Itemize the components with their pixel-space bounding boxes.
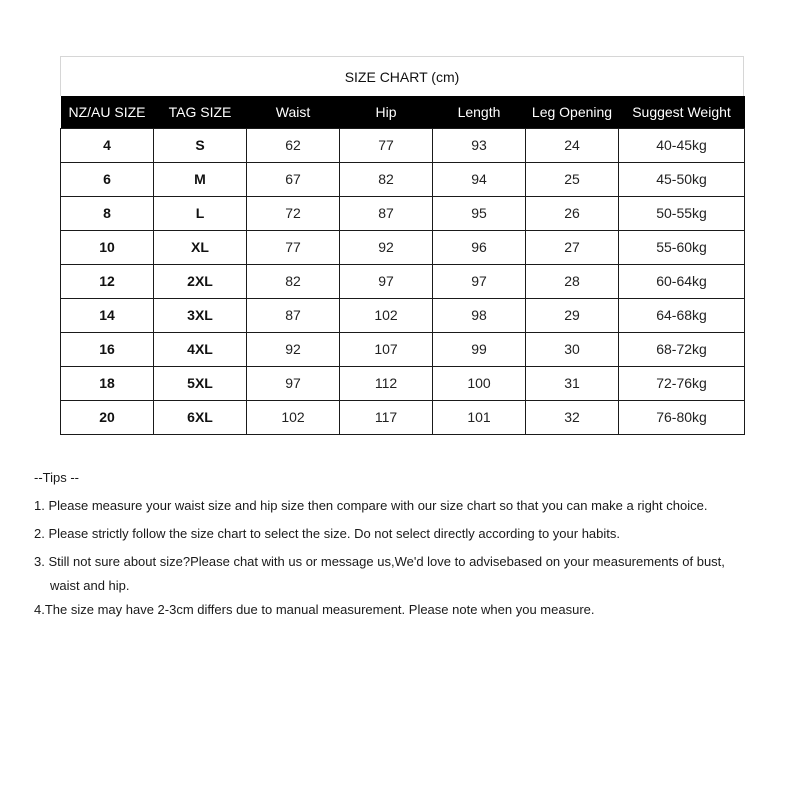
cell-length: 96	[433, 230, 526, 264]
cell-hip: 97	[340, 264, 433, 298]
header-tag-size: TAG SIZE	[168, 103, 232, 120]
cell-suggest-weight: 60-64kg	[619, 264, 745, 298]
tip-1: 1. Please measure your waist size and hip size then compare with our size chart so that you can make a right choice.	[34, 498, 708, 513]
cell-leg-opening: 24	[526, 128, 619, 162]
cell-nz-au-size: 4	[61, 128, 154, 162]
cell-hip: 107	[340, 332, 433, 366]
chart-title: SIZE CHART (cm)	[60, 56, 744, 96]
cell-nz-au-size: 6	[61, 162, 154, 196]
cell-leg-opening: 25	[526, 162, 619, 196]
cell-leg-opening: 32	[526, 400, 619, 434]
cell-length: 97	[433, 264, 526, 298]
cell-length: 93	[433, 128, 526, 162]
cell-suggest-weight: 64-68kg	[619, 298, 745, 332]
cell-leg-opening: 27	[526, 230, 619, 264]
cell-hip: 87	[340, 196, 433, 230]
cell-suggest-weight: 40-45kg	[619, 128, 745, 162]
cell-waist: 67	[247, 162, 340, 196]
cell-suggest-weight: 55-60kg	[619, 230, 745, 264]
table-header-row	[61, 96, 745, 128]
header-waist: Waist	[275, 103, 311, 120]
header-suggest-weight: Suggest Weight	[632, 103, 731, 120]
cell-leg-opening: 29	[526, 298, 619, 332]
table-row	[61, 332, 745, 366]
cell-leg-opening: 26	[526, 196, 619, 230]
cell-length: 101	[433, 400, 526, 434]
table-row	[61, 366, 745, 400]
cell-waist: 87	[247, 298, 340, 332]
cell-nz-au-size: 18	[61, 366, 154, 400]
cell-leg-opening: 30	[526, 332, 619, 366]
cell-tag-size: 4XL	[154, 332, 247, 366]
cell-waist: 97	[247, 366, 340, 400]
table-row	[61, 230, 745, 264]
cell-waist: 77	[247, 230, 340, 264]
tip-2: 2. Please strictly follow the size chart to select the size. Do not select directly according to your habits.	[34, 526, 620, 541]
cell-tag-size: 3XL	[154, 298, 247, 332]
header-hip: Hip	[375, 103, 397, 120]
cell-nz-au-size: 14	[61, 298, 154, 332]
cell-waist: 62	[247, 128, 340, 162]
cell-tag-size: XL	[154, 230, 247, 264]
cell-tag-size: 6XL	[154, 400, 247, 434]
cell-length: 98	[433, 298, 526, 332]
table-body	[61, 128, 745, 434]
cell-length: 95	[433, 196, 526, 230]
size-table	[60, 96, 745, 435]
cell-hip: 112	[340, 366, 433, 400]
table-row	[61, 400, 745, 434]
tips-header: --Tips --	[34, 470, 80, 485]
cell-hip: 77	[340, 128, 433, 162]
tip-4: 4.The size may have 2-3cm differs due to manual measurement. Please note when you measure.	[34, 602, 595, 617]
header-length: Length	[457, 103, 501, 120]
size-chart	[60, 56, 744, 435]
cell-nz-au-size: 10	[61, 230, 154, 264]
cell-waist: 92	[247, 332, 340, 366]
cell-hip: 92	[340, 230, 433, 264]
cell-nz-au-size: 16	[61, 332, 154, 366]
header-nz-au-size: NZ/AU SIZE	[68, 103, 146, 120]
cell-waist: 102	[247, 400, 340, 434]
tips-section	[34, 466, 794, 622]
cell-tag-size: L	[154, 196, 247, 230]
cell-nz-au-size: 12	[61, 264, 154, 298]
cell-length: 99	[433, 332, 526, 366]
cell-suggest-weight: 72-76kg	[619, 366, 745, 400]
cell-tag-size: S	[154, 128, 247, 162]
cell-length: 100	[433, 366, 526, 400]
cell-nz-au-size: 20	[61, 400, 154, 434]
cell-hip: 102	[340, 298, 433, 332]
tip-3-line-2: waist and hip.	[50, 578, 130, 593]
table-row	[61, 162, 745, 196]
cell-tag-size: 5XL	[154, 366, 247, 400]
cell-waist: 82	[247, 264, 340, 298]
header-leg-opening: Leg Opening	[531, 103, 613, 120]
cell-leg-opening: 31	[526, 366, 619, 400]
table-row	[61, 196, 745, 230]
cell-tag-size: M	[154, 162, 247, 196]
cell-length: 94	[433, 162, 526, 196]
cell-tag-size: 2XL	[154, 264, 247, 298]
cell-suggest-weight: 50-55kg	[619, 196, 745, 230]
cell-nz-au-size: 8	[61, 196, 154, 230]
tip-3-line-1: 3. Still not sure about size?Please chat with us or message us,We'd love to advisebased on your measurements of bust,	[34, 554, 725, 569]
cell-leg-opening: 28	[526, 264, 619, 298]
cell-suggest-weight: 45-50kg	[619, 162, 745, 196]
table-row	[61, 128, 745, 162]
table-row	[61, 264, 745, 298]
cell-hip: 82	[340, 162, 433, 196]
cell-hip: 117	[340, 400, 433, 434]
table-row	[61, 298, 745, 332]
cell-waist: 72	[247, 196, 340, 230]
cell-suggest-weight: 68-72kg	[619, 332, 745, 366]
cell-suggest-weight: 76-80kg	[619, 400, 745, 434]
